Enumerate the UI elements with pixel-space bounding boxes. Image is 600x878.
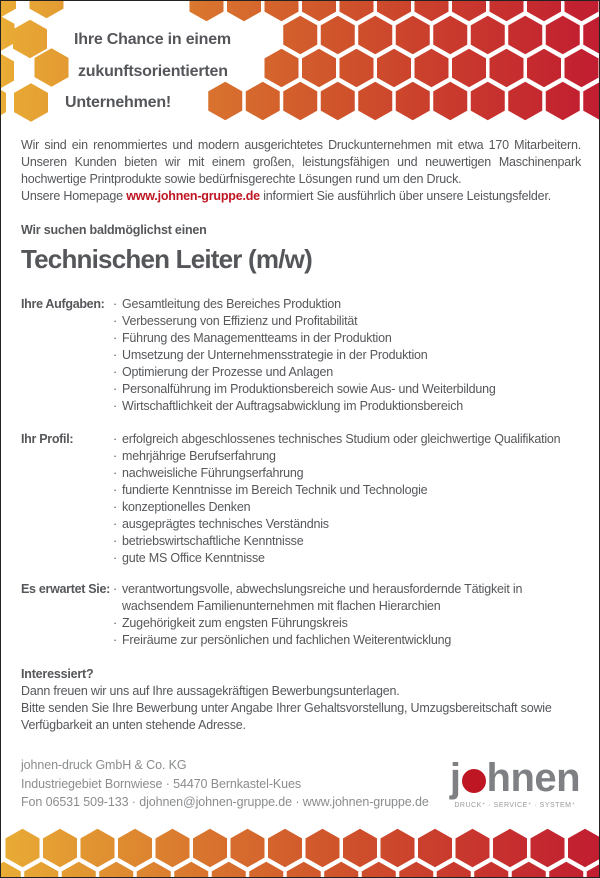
- section-profile: [21, 431, 581, 567]
- profile-list: [113, 431, 581, 567]
- offer-item: · Zugehörigkeit zum engsten Führungskreis: [113, 615, 581, 632]
- profile-item: · konzeptionelles Denken: [113, 499, 581, 516]
- logo-tagline: DRUCK⁺ · SERVICE⁺ · SYSTEM⁺: [454, 802, 576, 809]
- section-tasks-label: Ihre Aufgaben:: [21, 297, 105, 311]
- offer-item: · Freiräume zur persönlichen und fachlichen Weiterentwicklung: [113, 632, 581, 649]
- profile-item: · nachweisliche Führungserfahrung: [113, 465, 581, 482]
- profile-item: · mehrjährige Berufserfahrung: [113, 448, 581, 465]
- task-item: · Personalführung im Produktionsbereich sowie Aus- und Weiterbildung: [113, 381, 581, 398]
- closing-block: [21, 666, 581, 734]
- honeycomb-footer-decoration: [1, 821, 600, 878]
- footer-company: johnen-druck GmbH & Co. KG: [21, 758, 187, 772]
- logo-letters-hnen: hnen: [486, 756, 581, 800]
- profile-item: · ausgeprägtes technisches Verständnis: [113, 516, 581, 533]
- logo-red-dot-icon: [462, 769, 486, 793]
- section-profile-label: Ihr Profil:: [21, 432, 74, 446]
- header-banner-line-1: Ihre Chance in einem: [74, 31, 231, 48]
- task-item: · Führung des Managementteams in der Produktion: [113, 330, 581, 347]
- task-item: · Verbesserung von Effizienz und Profitabilität: [113, 313, 581, 330]
- profile-item: · betriebswirtschaftliche Kenntnisse: [113, 533, 581, 550]
- header-banner-line-3: Unternehmen!: [65, 94, 172, 111]
- offer-list: [113, 581, 581, 649]
- task-item: · Gesamtleitung des Bereiches Produktion: [113, 296, 581, 313]
- homepage-suffix: informiert Sie ausführlich über unsere Leistungsfelder.: [259, 189, 551, 203]
- section-offer: [21, 581, 581, 649]
- task-item: · Wirtschaftlichkeit der Auftragsabwicklung im Produktionsbereich: [113, 398, 581, 415]
- profile-item: · gute MS Office Kenntnisse: [113, 550, 581, 567]
- job-title: Technischen Leiter (m/w): [21, 244, 312, 274]
- task-item: · Optimierung der Prozesse und Anlagen: [113, 364, 581, 381]
- logo-letter-j: j: [449, 756, 461, 800]
- company-intro: [21, 137, 581, 205]
- section-offer-label: Es erwartet Sie:: [21, 582, 110, 596]
- footer-street-city: Industriegebiet Bornwiese · 54470 Bernkastel-Kues: [21, 776, 301, 791]
- header-banner-line-2: zukunftsorientierten: [78, 63, 228, 80]
- vacancy-intro: Wir suchen baldmöglichst einen: [21, 223, 207, 237]
- homepage-link[interactable]: www.johnen-gruppe.de: [126, 189, 260, 203]
- tasks-list: [113, 296, 581, 415]
- task-item: · Umsetzung der Unternehmensstrategie in der Produktion: [113, 347, 581, 364]
- company-intro-paragraph: Wir sind ein renommiertes und modern ausgerichtetes Druckunternehmen mit etwa 170 Mitarbeitern. Unseren Kunden bieten wir mit einem großen, leistungsfähigen und neuwertigen Maschinenpark hochwertige Printprodukte sowie bedürfnisgerechte Lösungen rund um den Druck.: [21, 138, 581, 186]
- closing-line-2: Bitte senden Sie Ihre Bewerbung unter Angabe Ihrer Gehaltsvorstellung, Umzugsbereitschaft sowie Verfügbarkeit an unten stehende Adresse.: [21, 701, 552, 732]
- footer-contact: Fon 06531 509-133 · djohnen@johnen-gruppe.de · www.johnen-gruppe.de: [21, 795, 429, 809]
- profile-item: · erfolgreich abgeschlossenes technisches Studium oder gleichwertige Qualifikation: [113, 431, 581, 448]
- company-logo: [445, 758, 585, 809]
- footer-address: [21, 756, 451, 812]
- offer-item: · verantwortungsvolle, abwechslungsreiche und herausfordernde Tätigkeit in wachsendem Familienunternehmen mit flachen Hierarchien: [113, 581, 581, 615]
- homepage-prefix: Unsere Homepage: [21, 189, 127, 203]
- profile-item: · fundierte Kenntnisse im Bereich Technik und Technologie: [113, 482, 581, 499]
- logo-wordmark: [445, 758, 585, 798]
- homepage-line: [21, 188, 581, 205]
- closing-line-1: Dann freuen wir uns auf Ihre aussagekräftigen Bewerbungsunterlagen.: [21, 684, 400, 698]
- closing-heading: Interessiert?: [21, 667, 94, 681]
- section-tasks: [21, 296, 581, 415]
